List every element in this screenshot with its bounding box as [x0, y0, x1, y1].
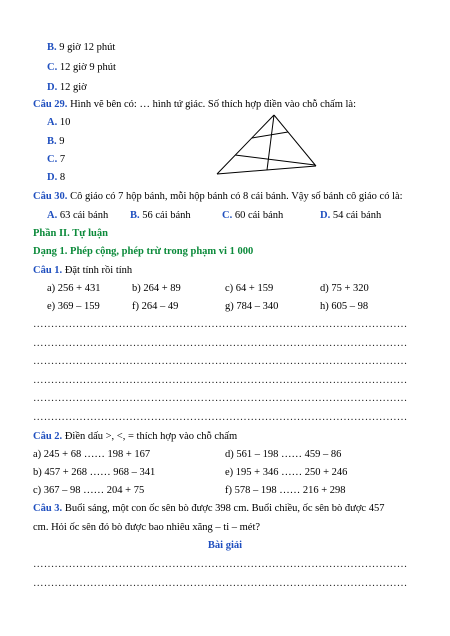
triangle-bottom-edge	[217, 166, 316, 174]
q29-triangle-figure	[212, 112, 322, 178]
q28-option-b: B. 9 giờ 12 phút	[47, 42, 116, 53]
c1-item-h: h) 605 – 98	[320, 301, 369, 312]
c3-question-line1: Câu 3. Buổi sáng, một con ốc sên bò được 398 cm. Buổi chiều, ốc sên bò được 457	[33, 503, 385, 514]
triangle-cross-line	[235, 155, 315, 165]
answer-dotted-line: ……………………………………………………………………………………………	[33, 578, 408, 589]
q29-option-d: D. 8	[47, 172, 66, 183]
q29-option-a: A. 10	[47, 117, 71, 128]
q30-option-d: D. 54 cái bánh	[320, 210, 382, 221]
q28-option-c: C. 12 giờ 9 phút	[47, 62, 116, 73]
answer-dotted-line: ……………………………………………………………………………………………	[33, 559, 408, 570]
c2-item-e: e) 195 + 346 …… 250 + 246	[225, 467, 348, 478]
answer-dotted-line: ……………………………………………………………………………………………	[33, 412, 408, 423]
answer-dotted-line: ……………………………………………………………………………………………	[33, 393, 408, 404]
triangle-right-edge	[274, 115, 316, 166]
q29-option-b: B. 9	[47, 136, 65, 147]
c1-item-b: b) 264 + 89	[132, 283, 181, 294]
c3-question-line2: cm. Hỏi ốc sên đó bò được bao nhiêu xăng – ti – mét?	[33, 522, 261, 533]
q29-question: Câu 29. Hình vẽ bên có: … hình tứ giác. Số thích hợp điền vào chỗ chấm là:	[33, 99, 356, 110]
c2-item-a: a) 245 + 68 …… 198 + 167	[33, 449, 151, 460]
c2-item-c: c) 367 – 98 …… 204 + 75	[33, 485, 145, 496]
c1-item-f: f) 264 – 49	[132, 301, 179, 312]
q30-option-a: A. 63 cái bánh	[47, 210, 109, 221]
part2-title: Phần II. Tự luận	[33, 228, 108, 239]
c1-item-a: a) 256 + 431	[47, 283, 101, 294]
c2-item-d: d) 561 – 198 …… 459 – 86	[225, 449, 342, 460]
c2-item-f: f) 578 – 198 …… 216 + 298	[225, 485, 346, 496]
c1-item-d: d) 75 + 320	[320, 283, 369, 294]
answer-dotted-line: ……………………………………………………………………………………………	[33, 375, 408, 386]
c2-question: Câu 2. Điền dấu >, <, = thích hợp vào chỗ chấm	[33, 431, 238, 442]
c1-item-e: e) 369 – 159	[47, 301, 100, 312]
q30-question: Câu 30. Cô giáo có 7 hộp bánh, mỗi hộp bánh có 8 cái bánh. Vậy số bánh cô giáo có là:	[33, 191, 403, 202]
answer-dotted-line: ……………………………………………………………………………………………	[33, 338, 408, 349]
c1-item-g: g) 784 – 340	[225, 301, 279, 312]
q30-option-c: C. 60 cái bánh	[222, 210, 284, 221]
solution-title: Bài giải	[207, 540, 243, 551]
q30-option-b: B. 56 cái bánh	[130, 210, 191, 221]
q28-option-d: D. 12 giờ	[47, 82, 87, 93]
triangle-inner-line	[267, 115, 274, 170]
answer-dotted-line: ……………………………………………………………………………………………	[33, 356, 408, 367]
answer-dotted-line: ……………………………………………………………………………………………	[33, 319, 408, 330]
q29-option-c: C. 7	[47, 154, 66, 165]
c2-item-b: b) 457 + 268 …… 968 – 341	[33, 467, 156, 478]
c1-item-c: c) 64 + 159	[225, 283, 274, 294]
triangle-left-edge	[217, 115, 274, 174]
type1-title: Dạng 1. Phép cộng, phép trừ trong phạm vi 1 000	[33, 246, 254, 257]
c1-question: Câu 1. Đặt tính rồi tính	[33, 265, 133, 276]
